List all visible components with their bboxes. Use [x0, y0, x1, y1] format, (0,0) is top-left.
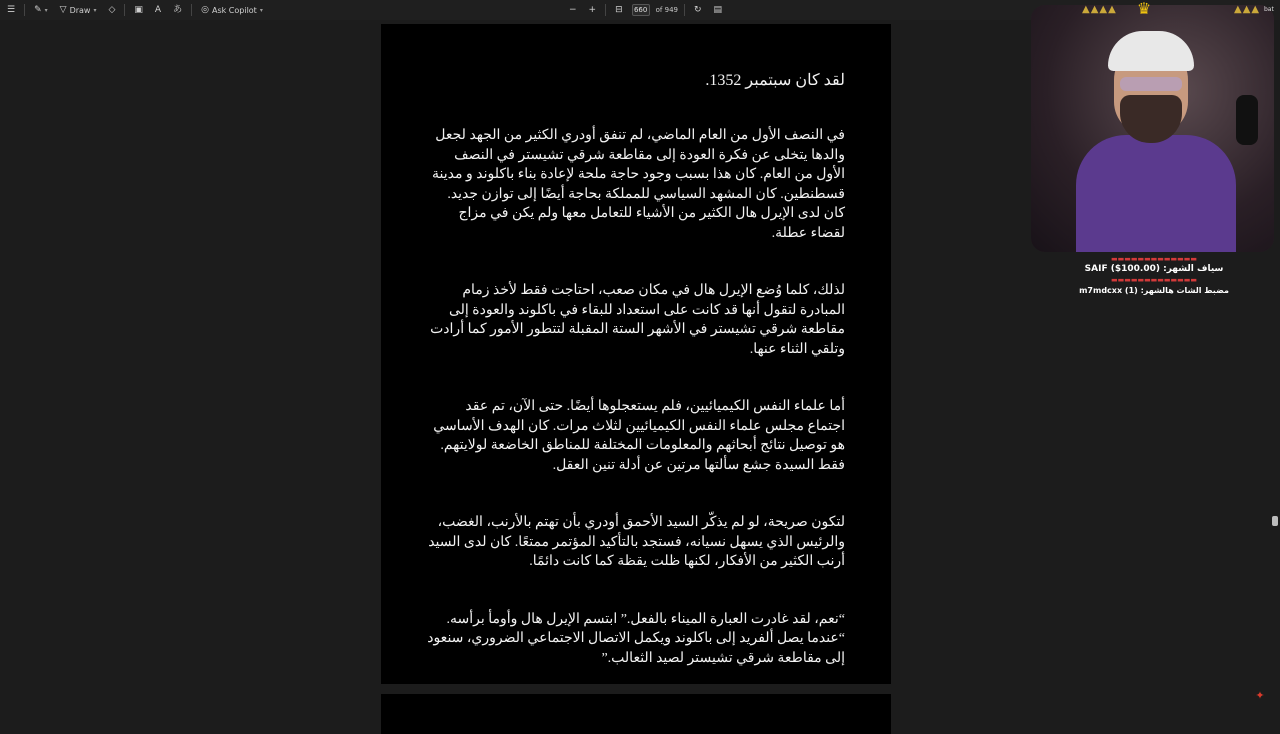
divider — [124, 4, 125, 16]
draw-button[interactable] — [57, 2, 100, 18]
donation-ticker: ▬▬▬▬▬▬▬▬▬▬▬▬▬ — [1111, 276, 1197, 284]
page-number-input[interactable]: 660 — [632, 4, 650, 16]
zoom-in-button[interactable] — [586, 2, 600, 18]
erase-button[interactable] — [105, 2, 118, 18]
divider — [24, 4, 25, 16]
pdf-page — [381, 24, 891, 684]
user-tag: bat — [1264, 6, 1274, 13]
donation-ticker: ▬▬▬▬▬▬▬▬▬▬▬▬▬ — [1111, 255, 1197, 263]
page-total-label: of 949 — [655, 6, 678, 14]
highlight-button[interactable] — [31, 2, 51, 18]
eraser-icon: ◇ — [108, 4, 116, 15]
scrollbar-thumb[interactable] — [1272, 516, 1278, 526]
pdf-app-icon: ✦ — [1255, 689, 1265, 702]
next-pdf-page — [381, 694, 891, 734]
plus-icon: + — [588, 4, 597, 15]
translate-icon: あ — [173, 4, 183, 15]
glasses-shape — [1120, 77, 1182, 91]
toolbar-left-group — [4, 0, 266, 20]
highlighter-icon: ✎ — [34, 4, 42, 15]
page-heading: لقد كان سبتمبر 1352. — [705, 72, 845, 89]
headset-shape — [1236, 95, 1258, 145]
top-chatter-line: m7mdcxx (1) :مضبط الشات هالشهر — [1079, 286, 1229, 295]
chevron-down-icon: ▾ — [93, 6, 97, 14]
minus-icon: − — [569, 4, 577, 15]
chevron-down-icon: ▾ — [44, 6, 48, 14]
divider — [684, 4, 685, 16]
ask-copilot-label: Ask Copilot — [211, 5, 257, 15]
streamer-figure — [1086, 25, 1216, 252]
translate-button[interactable] — [170, 2, 185, 18]
fit-page-icon: ⊟ — [615, 4, 623, 15]
zoom-out-button[interactable] — [566, 2, 580, 18]
page-text — [427, 70, 845, 706]
ask-copilot-button[interactable] — [198, 2, 266, 18]
draw-label: Draw — [69, 5, 91, 15]
contents-button[interactable] — [4, 2, 18, 18]
donation-panel — [1064, 254, 1244, 314]
text-box-button[interactable] — [131, 2, 146, 18]
list-icon: ☰ — [7, 4, 16, 15]
text-box-icon: ▣ — [134, 4, 143, 15]
crown-logo: ♛ — [1136, 0, 1152, 18]
webcam-overlay — [1031, 5, 1274, 252]
page-view-icon: ▤ — [713, 4, 723, 15]
page-view-button[interactable] — [711, 2, 726, 18]
divider — [191, 4, 192, 16]
copilot-icon: ◎ — [201, 4, 209, 15]
hoodie-shape — [1076, 135, 1236, 252]
pen-icon: ▽ — [59, 4, 67, 15]
decoration-right: ▲▲▲ — [1234, 4, 1261, 15]
paragraph: لتكون صريحة، لو لم يذكّر السيد الأحمق أودري بأن تهتم بالأرنب، الغضب، والرئيس الذي يسهل نسيانه، فستجد بالتأكيد المؤتمر ممتعًا. كان لدى السيد أرنب الكثير من الأفكار، لكنها ظلت يقظة كما كانت دائمًا. — [428, 515, 845, 569]
paragraph: “نعم، لقد غادرت العبارة الميناء بالفعل.” ابتسم الإيرل هال وأومأ برأسه. “عندما يصل ألفريد إلى باكلوند ويكمل الاتصال الاجتماعي الضروري، سنعود إلى مقاطعة شرقي تشيستر لصيد الثعالب.” — [427, 611, 845, 666]
decoration-left: ▲▲▲▲ — [1082, 4, 1117, 15]
paragraph: في النصف الأول من العام الماضي، لم تنفق أودري الكثير من الجهد لجعل والدها يتخلى عن فكرة العودة إلى مقاطعة شرقي تشيستر في النصف الأول من العام. كان هذا بسبب وجود حاجة ملحة لإعادة بناء باكلوند و مدينة قسطنطين. كان المشهد السياسي للمملكة بحاجة أيضًا إلى توازن جديد. كان لدى الإيرل هال الكثير من الأشياء للتعامل معها ولم يكن في مزاج لقضاء عطلة. — [432, 128, 845, 241]
cap-shape — [1108, 31, 1194, 71]
toolbar-center-group — [566, 0, 725, 20]
paragraph: أما علماء النفس الكيميائيين، فلم يستعجلوها أيضًا. حتى الآن، تم عقد اجتماع مجلس علماء النفس الكيميائيين لثلاث مرات. كان الهدف الأساسي هو توصيل نتائج أبحاثهم والمعلومات المختلفة للمناطق الخاضعة لولايتهم. فقط السيدة جشع سألتها مرتين عن أدلة تنين العقل. — [433, 399, 845, 473]
chevron-down-icon: ▾ — [259, 6, 263, 14]
divider — [605, 4, 606, 16]
read-aloud-icon: A — [154, 4, 162, 15]
read-aloud-button[interactable] — [152, 2, 164, 18]
fit-page-button[interactable] — [612, 2, 626, 18]
top-donor-line: SAIF ($100.00) :سياف الشهر — [1084, 264, 1224, 274]
rotate-icon: ↻ — [693, 4, 702, 15]
paragraph: لذلك، كلما وُضع الإيرل هال في مكان صعب، احتاجت فقط لأخذ زمام المبادرة لتقول أنها قد كانت على استعداد للبقاء في باكلوند والعودة إلى مقاطعة شرقي تشيستر في الأشهر الستة المقبلة لتتطور الأمور كما أرادت وتلقي الثناء عنها. — [430, 283, 845, 357]
rotate-button[interactable] — [691, 2, 705, 18]
